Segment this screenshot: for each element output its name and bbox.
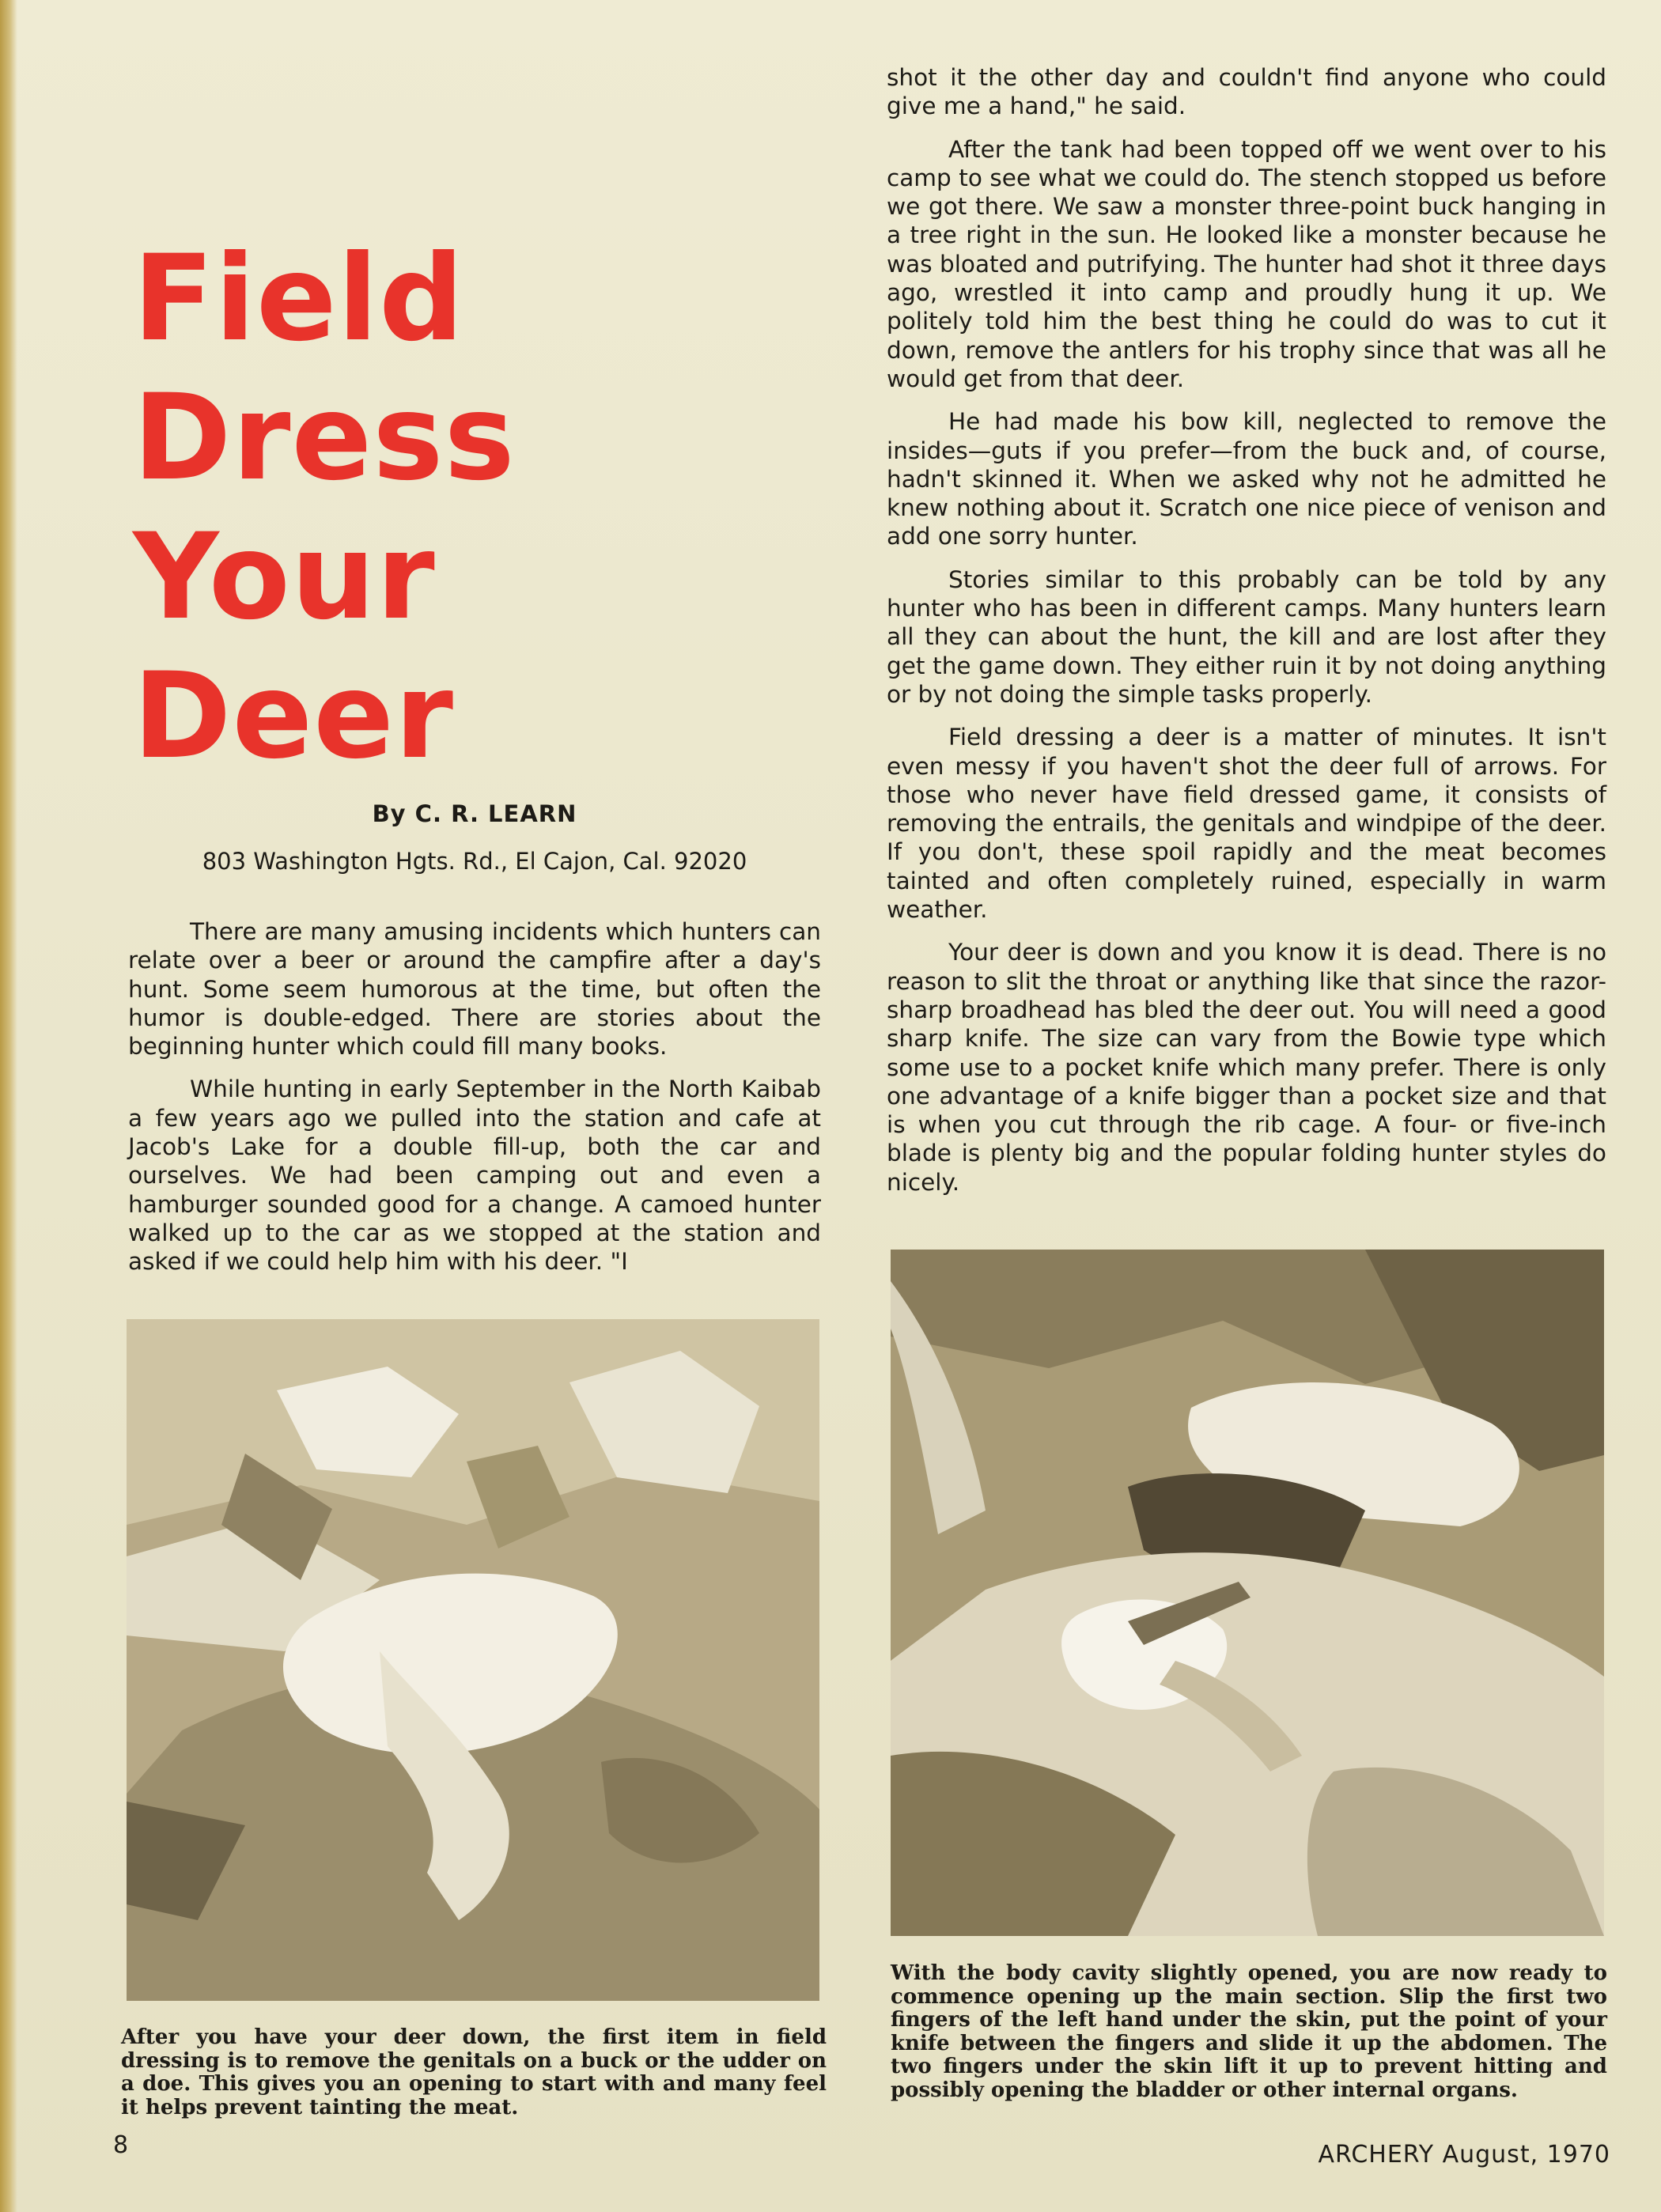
left-text-column (128, 917, 821, 1291)
right-text-column (887, 63, 1606, 1211)
photo-hands-knife-illustration (891, 1250, 1604, 1936)
body-paragraph: After the tank had been topped off we went over to his camp to see what we could do. The stench stopped us before we got there. We saw a monster three-point buck hanging in a tree right in the sun. He looked like a monster because he was bloated and putrifying. The hunter had shot it three days ago, wrestled it into camp and proudly hung it up. We politely told him the best thing he could do was to cut it down, remove the antlers for his trophy since that was all he would get from that deer. (887, 135, 1606, 392)
photo-deer-field-dressing-start (127, 1319, 819, 2001)
author-address: 803 Washington Hgts. Rd., El Cajon, Cal. 92020 (202, 848, 747, 875)
photo-deer-opening-abdomen (891, 1250, 1604, 1936)
page-number: 8 (113, 2131, 129, 2159)
photo-deer-illustration (127, 1319, 819, 2001)
body-paragraph-continuation: shot it the other day and couldn't find anyone who could give me a hand," he said. (887, 64, 1606, 120)
page-edge-shadow (0, 0, 17, 2212)
body-paragraph: Stories similar to this probably can be told by any hunter who has been in different camps. Many hunters learn all they can about the hunt, the kill and are lost after they get the game down. They either ruin it by not doing anything or by not doing the simple tasks properly. (887, 565, 1606, 708)
footer-publication-credit: ARCHERY August, 1970 (1318, 2141, 1610, 2169)
photo-caption-right: With the body cavity slightly opened, you are now ready to commence opening up the main section. Slip the first two fingers of the left hand under the skin, put the point of your knife between the fingers and slide it up the abdomen. The two fingers under the skin lift it up to prevent hitting and possibly opening the bladder or other internal organs. (891, 1961, 1607, 2102)
photo-caption-left: After you have your deer down, the first item in field dressing is to remove the genitals on a buck or the udder on a doe. This gives you an opening to start with and many feel it helps prevent tainting the meat. (121, 2025, 827, 2119)
body-paragraph: While hunting in early September in the North Kaibab a few years ago we pulled into the station and cafe at Jacob's Lake for a double fill-up, both the car and ourselves. We had been camping out and even a hamburger sounded good for a change. A camoed hunter walked up to the car as we stopped at the station and asked if we could help him with his deer. "I (128, 1076, 821, 1276)
body-paragraph: There are many amusing incidents which hunters can relate over a beer or around the campfire after a day's hunt. Some seem humorous at the time, but often the humor is double-edged. There are stories about the beginning hunter which could fill many books. (128, 918, 821, 1061)
author-byline: By C. R. LEARN (372, 800, 577, 827)
title-line-1: Field (133, 230, 465, 368)
body-paragraph: Your deer is down and you know it is dead. There is no reason to slit the throat or anything like that since the razor-sharp broadhead has bled the deer out. You will need a good sharp knife. The size can vary from the Bowie type which some use to a pocket knife which many prefer. There is only one advantage of a knife bigger than a pocket size and that is when you cut through the rib cage. A four- or five-inch blade is plenty big and the popular folding hunter styles do nicely. (887, 939, 1606, 1196)
article-title (133, 229, 516, 786)
body-paragraph: He had made his bow kill, neglected to remove the insides—guts if you prefer—from the buck and, of course, hadn't skinned it. When we asked why not he admitted he knew nothing about it. Scratch one nice piece of venison and add one sorry hunter. (887, 408, 1606, 550)
title-line-3: Your (133, 509, 436, 646)
title-line-4: Deer (133, 648, 454, 785)
body-paragraph: Field dressing a deer is a matter of minutes. It isn't even messy if you haven't shot the deer full of arrows. For those who never have field dressed game, it consists of removing the entrails, the genitals and windpipe of the deer. If you don't, these spoil rapidly and the meat becomes tainted and often completely ruined, especially in warm weather. (887, 724, 1606, 924)
title-line-2: Dress (133, 369, 516, 507)
